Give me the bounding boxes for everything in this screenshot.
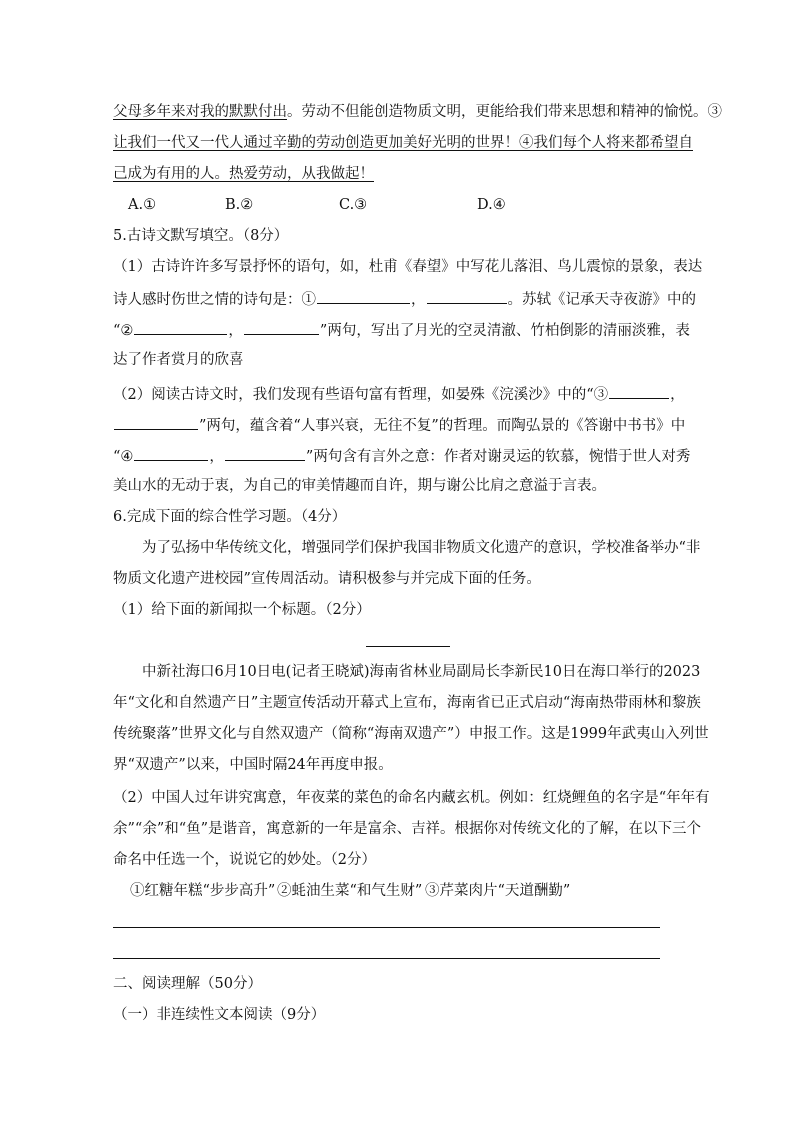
option-d[interactable]: D.④ (477, 197, 506, 213)
blank-2a[interactable] (134, 320, 227, 335)
blank-3b[interactable] (114, 415, 198, 430)
choice-1: ①红糖年糕“步步高升” (130, 883, 276, 899)
blank-2b[interactable] (244, 320, 319, 335)
option-a[interactable]: A.① (128, 197, 157, 213)
q5-part2-line3: “④ ， ”两句含有言外之意：作者对谢灵运的钦慕，惋惜于世人对秀 (113, 446, 690, 466)
underlined-sentence: 父母多年来对我的默默付出 (113, 104, 287, 120)
section-2-title: 二、阅读理解（50分） (113, 976, 262, 992)
q6-intro-line2: 物质文化遗产进校园”宣传周活动。请积极参与并完成下面的任务。 (113, 571, 541, 587)
q6-sub2-line3: 命名中任选一个，说说它的妙处。（2分） (113, 852, 376, 868)
q5-part2-line4: 美山水的无动于衷，为自己的审美情趣而自许，期与谢公比肩之意溢于言表。 (113, 478, 606, 494)
choice-3: ③芹菜肉片“天道酬勤” (425, 883, 571, 899)
option-b[interactable]: B.② (225, 197, 254, 213)
blank-1a[interactable] (317, 289, 410, 304)
paragraph-line-3: 己成为有用的人。热爱劳动，从我做起！ (113, 166, 374, 182)
q6-sub2-line2: 余”“余”和“鱼”是谐音，寓意新的一年是富余、吉祥。根据你对传统文化的了解，在以下三个 (113, 821, 702, 837)
blank-1b[interactable] (427, 289, 507, 304)
q5-part1-line2: 诗人感时伤世之情的诗句是：① ， 。苏轼《记承天寺夜游》中的 (113, 289, 696, 309)
q5-part1-line1: （1）古诗许许多写景抒怀的语句，如，杜甫《春望》中写花儿落泪、鸟儿震惊的景象，表达 (113, 259, 703, 275)
section-2-subtitle: （一）非连续性文本阅读（9分） (113, 1007, 326, 1023)
q5-part2-line1: （2）阅读古诗文时，我们发现有些语句富有哲理，如晏殊《浣溪沙》中的“③ ， (113, 384, 685, 404)
news-line-2: 年“文化和自然遗产日”主题宣传活动开幕式上宣布，海南省已正式启动“海南热带雨林和黎族 (113, 695, 701, 711)
news-line-1: 中新社海口6月10日电(记者王晓斌)海南省林业局副局长李新民10日在海口举行的2023 (142, 664, 701, 680)
q6-sub1: （1）给下面的新闻拟一个标题。（2分） (113, 602, 371, 618)
question-5-title: 5.古诗文默写填空。（8分） (113, 228, 289, 244)
q5-part1-line4: 达了作者赏月的欣喜 (113, 352, 244, 368)
paragraph-line-2: 让我们一代又一代人通过辛勤的劳动创造更加美好光明的世界！④我们每个人将来都希望自 (113, 135, 693, 151)
news-line-3: 传统聚落”世界文化与自然双遗产（简称“海南双遗产”）申报工作。这是1999年武夷山入列世 (113, 726, 709, 742)
blank-4b[interactable] (225, 446, 305, 461)
answer-line-2[interactable] (113, 958, 660, 959)
paragraph-line-1: 父母多年来对我的默默付出。劳动不但能创造物质文明，更能给我们带来思想和精神的愉悦。③ (113, 104, 722, 120)
option-c[interactable]: C.③ (339, 197, 368, 213)
blank-3a[interactable] (609, 384, 669, 399)
q5-part1-line3: “② ， ”两句，写出了月光的空灵清澈、竹柏倒影的清丽淡雅，表 (113, 320, 690, 340)
choice-2: ②蚝油生菜“和气生财” (277, 883, 423, 899)
question-6-title: 6.完成下面的综合性学习题。（4分） (113, 509, 347, 525)
headline-answer-line[interactable] (366, 646, 450, 647)
q6-sub2-line1: （2）中国人过年讲究寓意，年夜菜的菜色的命名内藏玄机。例如：红烧鲤鱼的名字是“年年有 (113, 790, 710, 806)
blank-4a[interactable] (134, 446, 208, 461)
news-line-4: 界“双遗产”以来，中国时隔24年再度申报。 (113, 757, 393, 773)
q5-part2-line2: ”两句，蕴含着“人事兴衰，无往不复”的哲理。而陶弘景的《答谢中书书》中 (113, 415, 685, 435)
answer-line-1[interactable] (113, 927, 660, 928)
q6-intro-line1: 为了弘扬中华传统文化，增强同学们保护我国非物质文化遗产的意识，学校准备举办“非 (142, 540, 701, 556)
